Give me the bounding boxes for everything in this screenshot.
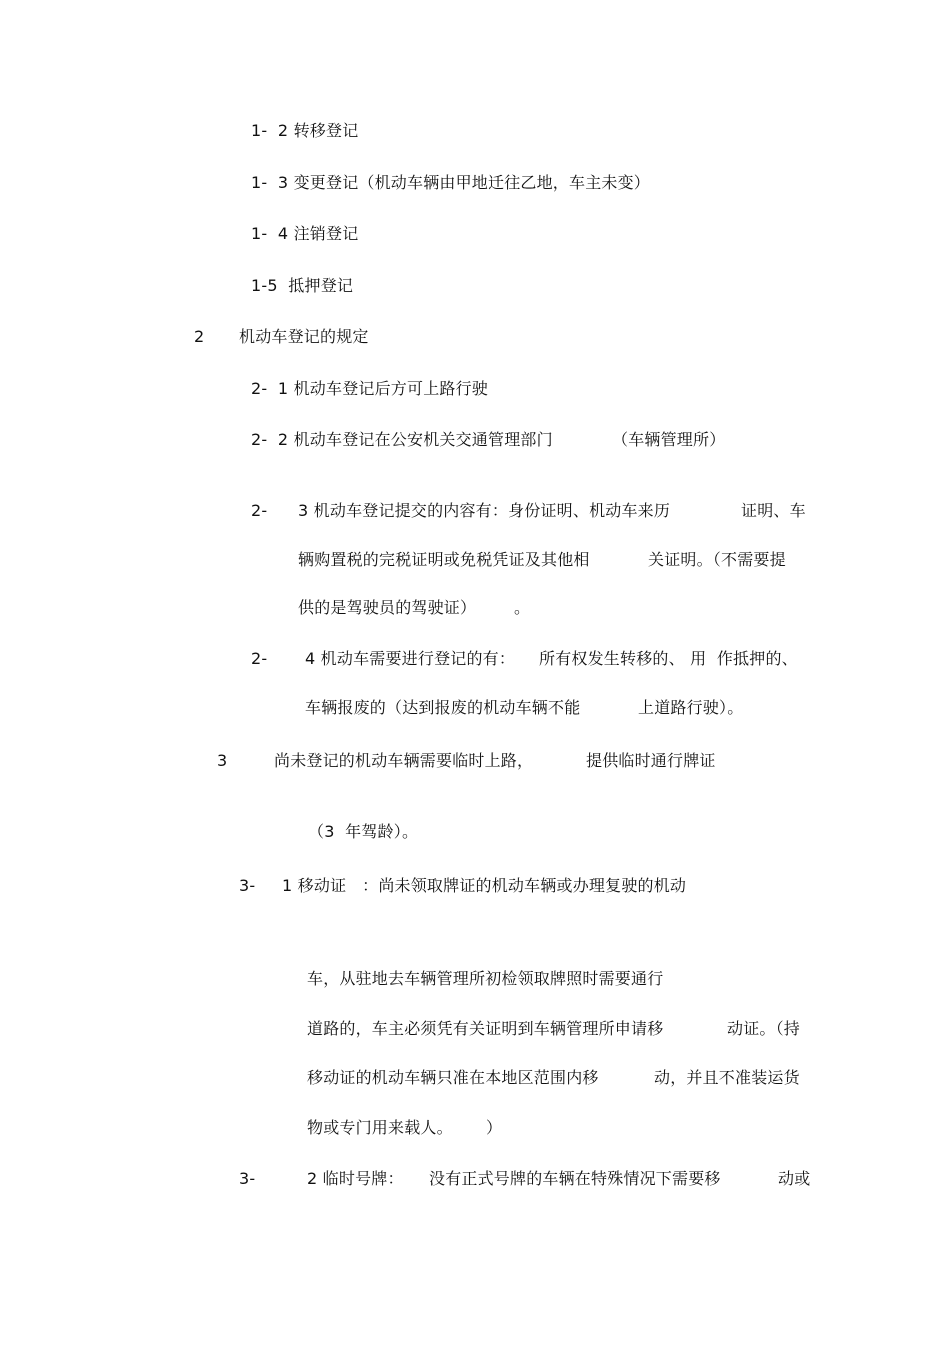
item-2-3-text: 3 机动车登记提交的内容有：身份证明、机动车来历 <box>298 501 671 520</box>
item-3-1-line5-end: ） <box>486 1118 503 1137</box>
section-3-heading-end: 提供临时通行牌证 <box>586 751 716 770</box>
item-2-3-line3: 供的是驾驶员的驾驶证） <box>298 598 477 617</box>
item-2-4-line2: 车辆报废的（达到报废的机动车辆不能 <box>305 698 581 717</box>
item-3-1-line3-end: 动证。（持 <box>727 1019 801 1038</box>
section-3-note: （3 年驾龄）。 <box>308 822 419 841</box>
item-1-4: 1- 4 注销登记 <box>251 224 359 243</box>
item-2-1: 2- 1 机动车登记后方可上路行驶 <box>251 379 488 398</box>
item-3-1-line5: 物或专门用来载人。 <box>307 1118 453 1137</box>
item-2-2: 2- 2 机动车登记在公安机关交通管理部门 <box>251 430 553 449</box>
item-1-5: 1-5 抵押登记 <box>251 276 354 295</box>
item-2-3-number: 2- <box>251 501 268 520</box>
item-3-2-text-end: 动或 <box>778 1169 811 1188</box>
item-1-3: 1- 3 变更登记（机动车辆由甲地迁往乙地，车主未变） <box>251 173 650 192</box>
item-1-2: 1- 2 转移登记 <box>251 121 359 140</box>
item-2-4-text: 4 机动车需要进行登记的有： <box>305 649 516 668</box>
section-3-number: 3 <box>217 751 228 770</box>
item-2-3-line2-end: 关证明。（不需要提 <box>648 550 786 569</box>
item-3-1-line4-end: 动，并且不准装运货 <box>654 1068 800 1087</box>
item-3-1-line4: 移动证的机动车辆只准在本地区范围内移 <box>307 1068 599 1087</box>
item-3-2-label: 2 临时号牌： <box>307 1169 404 1188</box>
section-3-heading: 尚未登记的机动车辆需要临时上路， <box>274 751 534 770</box>
item-2-4-number: 2- <box>251 649 268 668</box>
item-3-2-text: 没有正式号牌的车辆在特殊情况下需要移 <box>429 1169 721 1188</box>
item-3-1-number: 3- <box>239 876 256 895</box>
item-2-3-line2: 辆购置税的完税证明或免税凭证及其他相 <box>298 550 590 569</box>
item-3-2-number: 3- <box>239 1169 256 1188</box>
item-3-1-text: 1 移动证 ：尚未领取牌证的机动车辆或办理复驶的机动 <box>282 876 687 895</box>
item-2-4-line2-end: 上道路行驶）。 <box>638 698 744 717</box>
item-2-4-text-end: 所有权发生转移的、 用 作抵押的、 <box>539 649 798 668</box>
item-2-3-line3-end: 。 <box>514 598 531 617</box>
item-3-1-line3: 道路的，车主必须凭有关证明到车辆管理所申请移 <box>307 1019 664 1038</box>
section-2-heading: 机动车登记的规定 <box>239 327 369 346</box>
item-2-2-suffix: （车辆管理所） <box>612 430 726 449</box>
item-2-3-text-end: 证明、车 <box>741 501 806 520</box>
section-2-number: 2 <box>194 327 205 346</box>
item-3-1-line2: 车，从驻地去车辆管理所初检领取牌照时需要通行 <box>307 969 664 988</box>
